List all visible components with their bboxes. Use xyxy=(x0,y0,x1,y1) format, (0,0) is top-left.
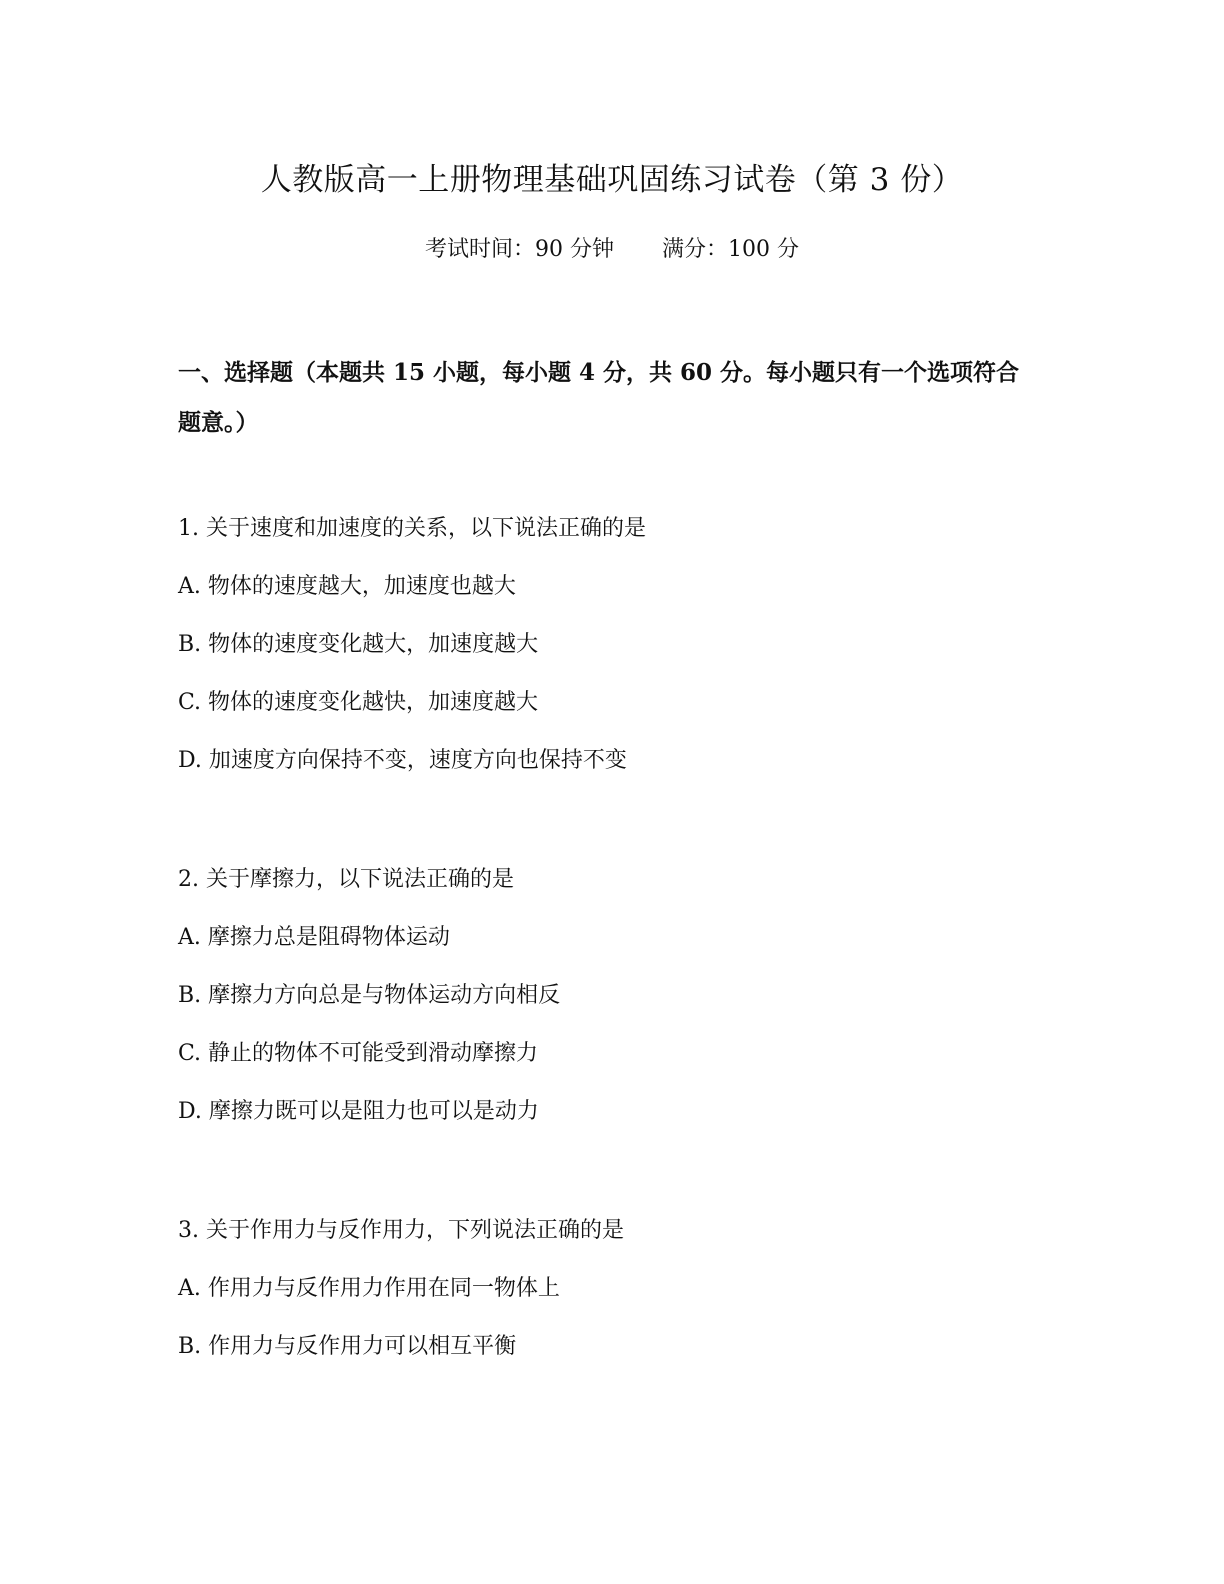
question-1 xyxy=(178,500,1038,790)
option-d: D. 摩擦力既可以是阻力也可以是动力 xyxy=(178,1099,539,1124)
question-3 xyxy=(178,1202,1038,1376)
option-c: C. 静止的物体不可能受到滑动摩擦力 xyxy=(178,1041,539,1066)
option-d: D. 加速度方向保持不变，速度方向也保持不变 xyxy=(178,748,627,773)
full-score: 满分：100 分 xyxy=(662,237,799,262)
exam-time: 考试时间：90 分钟 xyxy=(425,237,614,262)
option-b: B. 作用力与反作用力可以相互平衡 xyxy=(178,1334,517,1359)
question-2 xyxy=(178,851,1038,1141)
option-a: A. 物体的速度越大，加速度也越大 xyxy=(178,574,516,599)
question-stem: 2. 关于摩擦力，以下说法正确的是 xyxy=(178,867,514,892)
question-stem: 3. 关于作用力与反作用力，下列说法正确的是 xyxy=(178,1218,624,1243)
page-title: 人教版高一上册物理基础巩固练习试卷（第 3 份） xyxy=(260,162,964,198)
question-stem: 1. 关于速度和加速度的关系，以下说法正确的是 xyxy=(178,516,646,541)
option-b: B. 物体的速度变化越大，加速度越大 xyxy=(178,632,539,657)
option-a: A. 摩擦力总是阻碍物体运动 xyxy=(178,925,450,950)
option-a: A. 作用力与反作用力作用在同一物体上 xyxy=(178,1276,560,1301)
option-b: B. 摩擦力方向总是与物体运动方向相反 xyxy=(178,983,561,1008)
exam-info xyxy=(0,234,1224,266)
section-heading: 一、选择题（本题共 15 小题，每小题 4 分，共 60 分。每小题只有一个选项符合题意。） xyxy=(178,359,1020,436)
option-c: C. 物体的速度变化越快，加速度越大 xyxy=(178,690,539,715)
